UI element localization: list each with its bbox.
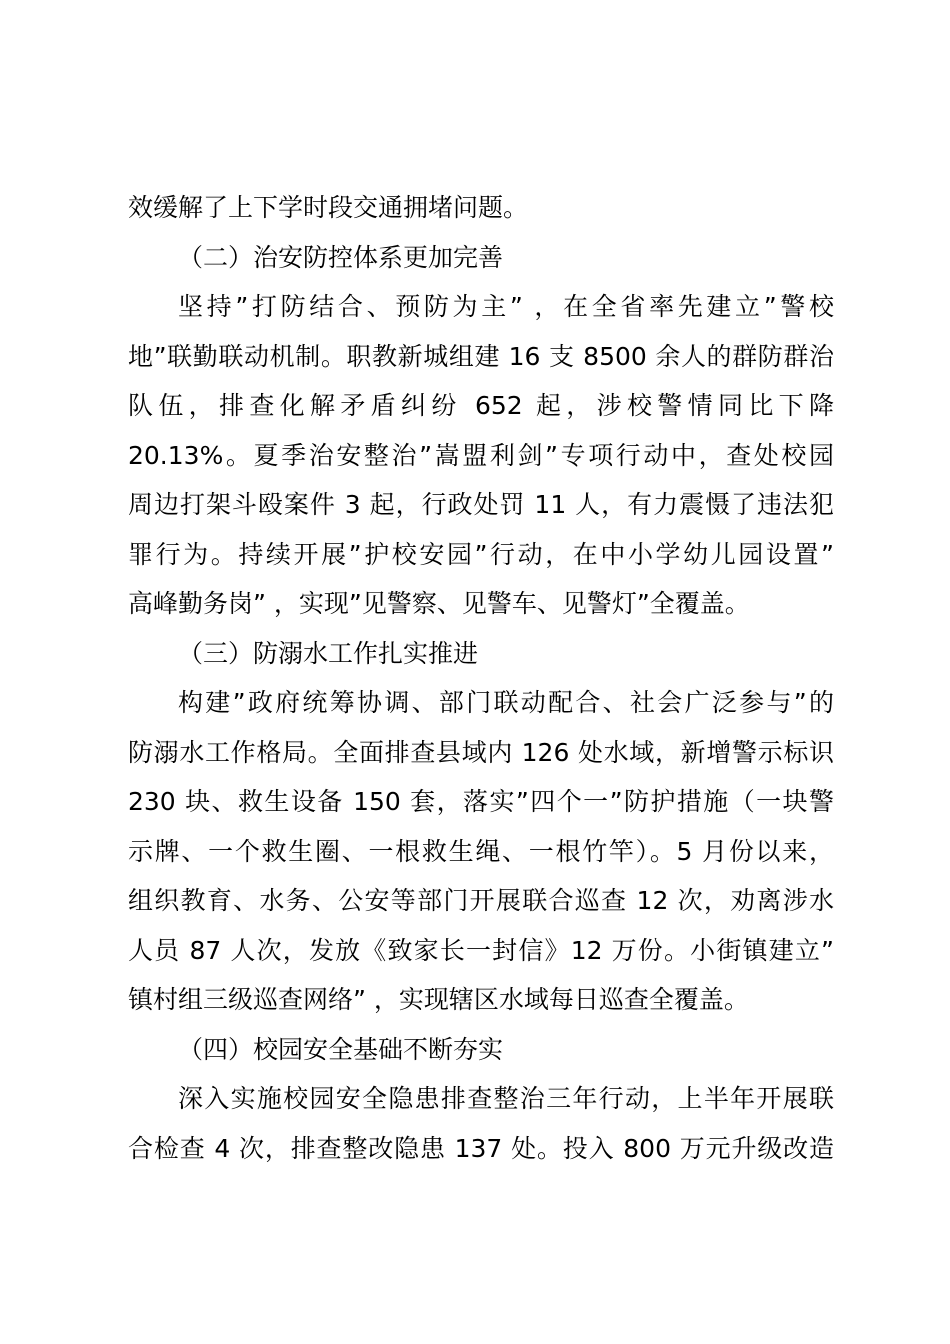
paragraph-line: 防溺水工作格局。全面排查县域内 126 处水域，新增警示标识 <box>128 737 834 767</box>
paragraph-line: 20.13%。夏季治安整治”嵩盟利剑”专项行动中，查处校园 <box>128 440 834 470</box>
paragraph-line: 深入实施校园安全隐患排查整治三年行动，上半年开展联 <box>178 1084 834 1113</box>
paragraph-line: 效缓解了上下学时段交通拥堵问题。 <box>128 193 529 222</box>
section-heading-4: （四）校园安全基础不断夯实 <box>178 1034 504 1064</box>
paragraph-line: 示牌、一个救生圈、一根救生绳、一根竹竿）。5 月份以来， <box>128 836 834 866</box>
paragraph-line: 高峰勤务岗” ，实现”见警察、见警车、见警灯”全覆盖。 <box>128 589 750 618</box>
paragraph-line: 构建”政府统筹协调、部门联动配合、社会广泛参与”的 <box>178 688 834 717</box>
section-heading-2: （二）治安防控体系更加完善 <box>178 242 504 272</box>
paragraph-line: 队伍，排查化解矛盾纠纷 652 起，涉校警情同比下降 <box>128 391 834 420</box>
paragraph-line: 地”联勤联动机制。职教新城组建 16 支 8500 余人的群防群治 <box>128 341 834 371</box>
paragraph-line: 镇村组三级巡查网络” ，实现辖区水域每日巡查全覆盖。 <box>128 985 749 1014</box>
section-heading-3: （三）防溺水工作扎实推进 <box>178 638 479 668</box>
paragraph-line: 组织教育、水务、公安等部门开展联合巡查 12 次，劝离涉水 <box>128 886 834 915</box>
document-body <box>128 183 834 1173</box>
paragraph-line: 坚持”打防结合、预防为主” ，在全省率先建立”警校 <box>178 292 834 321</box>
paragraph-line: 230 块、救生设备 150 套，落实”四个一”防护措施（一块警 <box>128 787 834 816</box>
paragraph-line: 合检查 4 次，排查整改隐患 137 处。投入 800 万元升级改造 <box>128 1133 834 1163</box>
paragraph-line: 人员 87 人次，发放《致家长一封信》12 万份。小街镇建立” <box>128 935 834 965</box>
paragraph-line: 罪行为。持续开展”护校安园”行动，在中小学幼儿园设置” <box>128 539 834 569</box>
paragraph-line: 周边打架斗殴案件 3 起，行政处罚 11 人，有力震慑了违法犯 <box>128 490 834 519</box>
